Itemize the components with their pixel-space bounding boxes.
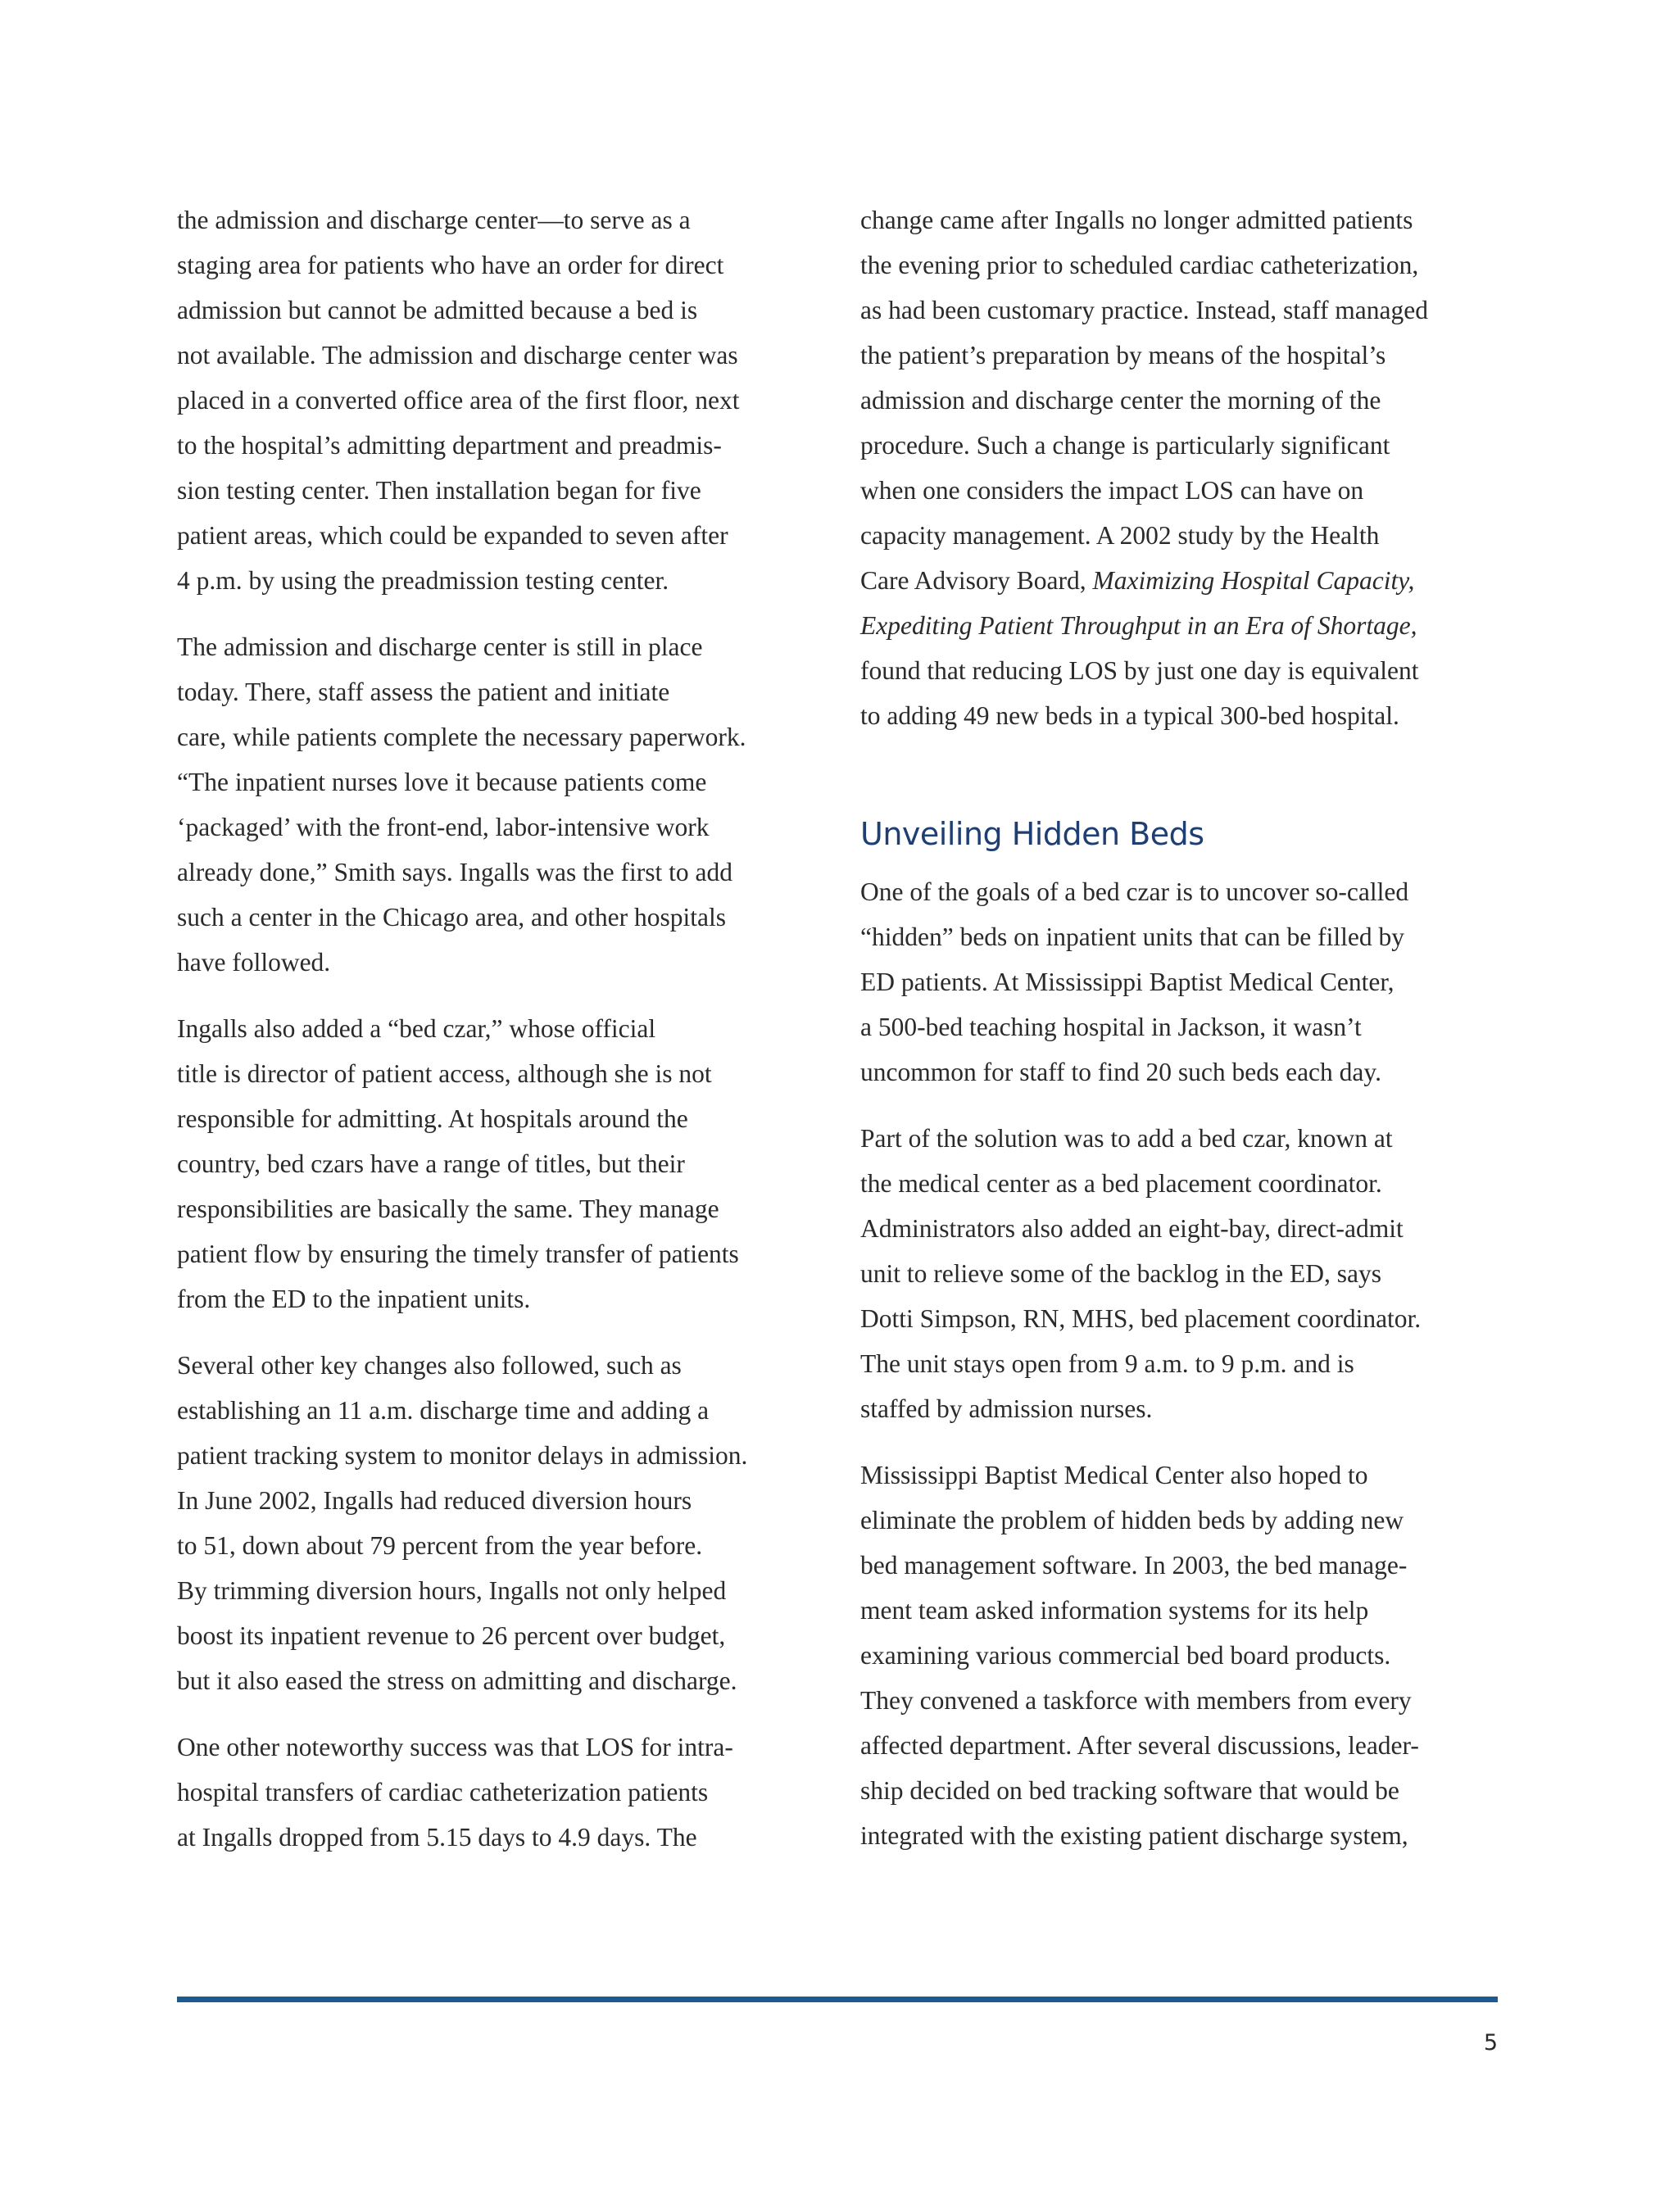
- text-line: By trimming diversion hours, Ingalls not only helped: [177, 1576, 727, 1605]
- text-line: unit to relieve some of the backlog in the ED, says: [860, 1259, 1381, 1288]
- book-title: Maximizing Hospital Capacity,: [1092, 566, 1415, 595]
- text-line: affected department. After several discussions, leader-: [860, 1731, 1419, 1760]
- text-line: the admission and discharge center—to serve as a: [177, 206, 691, 234]
- text-line: a 500-bed teaching hospital in Jackson, it wasn’t: [860, 1013, 1362, 1041]
- page-number: 5: [1483, 2030, 1498, 2056]
- text-line: Several other key changes also followed, such as: [177, 1351, 682, 1380]
- text-line: bed management software. In 2003, the bed manage-: [860, 1551, 1408, 1580]
- book-title: Expediting Patient Throughput in an Era of Shortage,: [860, 611, 1417, 640]
- text-line: They convened a taskforce with members from every: [860, 1686, 1412, 1715]
- text-line: “The inpatient nurses love it because patients come: [177, 768, 707, 796]
- text-line: to 51, down about 79 percent from the year before.: [177, 1531, 703, 1560]
- section-heading: Unveiling Hidden Beds: [860, 816, 1204, 852]
- text-line: uncommon for staff to find 20 such beds each day.: [860, 1058, 1381, 1086]
- text-line: One other noteworthy success was that LOS for intra-: [177, 1733, 733, 1761]
- paragraph: [177, 1725, 816, 1860]
- text-line: ED patients. At Mississippi Baptist Medical Center,: [860, 968, 1395, 996]
- text-line: examining various commercial bed board products.: [860, 1641, 1391, 1670]
- text-line: care, while patients complete the necessary paperwork.: [177, 723, 746, 751]
- text-line: admission but cannot be admitted because a bed is: [177, 296, 698, 324]
- text-line: today. There, staff assess the patient and initiate: [177, 678, 670, 706]
- text-run: Care Advisory Board,: [860, 566, 1093, 595]
- text-line: eliminate the problem of hidden beds by adding new: [860, 1506, 1404, 1534]
- text-line: sion testing center. Then installation began for five: [177, 476, 701, 505]
- text-line: at Ingalls dropped from 5.15 days to 4.9 days. The: [177, 1823, 697, 1852]
- text-line: Administrators also added an eight-bay, direct-admit: [860, 1214, 1404, 1243]
- text-line: have followed.: [177, 948, 331, 977]
- text-line: the medical center as a bed placement coordinator.: [860, 1169, 1382, 1198]
- text-line: title is director of patient access, although she is not: [177, 1059, 712, 1088]
- text-line: ment team asked information systems for its help: [860, 1596, 1369, 1625]
- text-line: to the hospital’s admitting department and preadmis-: [177, 431, 722, 460]
- text-line: boost its inpatient revenue to 26 percent over budget,: [177, 1621, 726, 1650]
- text-line: integrated with the existing patient discharge system,: [860, 1821, 1408, 1850]
- text-line: found that reducing LOS by just one day is equivalent: [860, 656, 1419, 685]
- left-column: [177, 197, 816, 1860]
- paragraph: [860, 869, 1499, 1095]
- text-line: country, bed czars have a range of titles, but their: [177, 1149, 685, 1178]
- text-line: capacity management. A 2002 study by the Health: [860, 521, 1380, 550]
- text-line: as had been customary practice. Instead, staff managed: [860, 296, 1428, 324]
- text-line: not available. The admission and discharge center was: [177, 341, 738, 369]
- text-line: ‘packaged’ with the front-end, labor-intensive work: [177, 813, 710, 841]
- text-line: from the ED to the inpatient units.: [177, 1285, 531, 1313]
- text-line: responsible for admitting. At hospitals around the: [177, 1104, 688, 1133]
- text-line: In June 2002, Ingalls had reduced diversion hours: [177, 1486, 692, 1515]
- paragraph-gap: [177, 603, 816, 624]
- right-column: [860, 197, 1499, 1858]
- paragraph: [860, 197, 1499, 738]
- text-line: The admission and discharge center is still in place: [177, 632, 703, 661]
- text-line: procedure. Such a change is particularly significant: [860, 431, 1390, 460]
- text-line: such a center in the Chicago area, and other hospitals: [177, 903, 727, 931]
- text-line: when one considers the impact LOS can have on: [860, 476, 1364, 505]
- paragraph: [860, 1453, 1499, 1858]
- paragraph: [177, 197, 816, 603]
- section-gap: [860, 738, 1499, 807]
- paragraph: [860, 1116, 1499, 1431]
- text-line: but it also eased the stress on admitting and discharge.: [177, 1666, 737, 1695]
- text-line: hospital transfers of cardiac catheterization patients: [177, 1778, 709, 1806]
- text-line: Ingalls also added a “bed czar,” whose official: [177, 1014, 656, 1043]
- text-line: patient flow by ensuring the timely transfer of patients: [177, 1240, 739, 1268]
- paragraph: [177, 624, 816, 985]
- text-line: the evening prior to scheduled cardiac catheterization,: [860, 251, 1419, 279]
- paragraph: [177, 1006, 816, 1321]
- text-line: ship decided on bed tracking software that would be: [860, 1776, 1399, 1805]
- paragraph-gap: [177, 985, 816, 1006]
- text-line: establishing an 11 a.m. discharge time and adding a: [177, 1396, 710, 1425]
- text-line: admission and discharge center the morning of the: [860, 386, 1381, 415]
- paragraph-gap: [860, 1095, 1499, 1116]
- paragraph: [177, 1343, 816, 1703]
- text-line: the patient’s preparation by means of the hospital’s: [860, 341, 1386, 369]
- footer-rule: [177, 1997, 1498, 2002]
- text-line: Mississippi Baptist Medical Center also hoped to: [860, 1461, 1368, 1489]
- text-line: already done,” Smith says. Ingalls was the first to add: [177, 858, 732, 886]
- text-line: placed in a converted office area of the first floor, next: [177, 386, 740, 415]
- text-line: staging area for patients who have an order for direct: [177, 251, 724, 279]
- paragraph-gap: [177, 1321, 816, 1343]
- text-line: Dotti Simpson, RN, MHS, bed placement coordinator.: [860, 1304, 1422, 1333]
- text-line: “hidden” beds on inpatient units that can be filled by: [860, 922, 1404, 951]
- paragraph-gap: [860, 1431, 1499, 1453]
- text-line: patient areas, which could be expanded to seven after: [177, 521, 728, 550]
- text-line: One of the goals of a bed czar is to uncover so-called: [860, 877, 1409, 906]
- text-line: The unit stays open from 9 a.m. to 9 p.m. and is: [860, 1349, 1354, 1378]
- text-line: to adding 49 new beds in a typical 300-bed hospital.: [860, 701, 1399, 730]
- text-line: [860, 558, 1499, 603]
- text-line: staffed by admission nurses.: [860, 1394, 1153, 1423]
- text-line: change came after Ingalls no longer admitted patients: [860, 206, 1413, 234]
- text-line: responsibilities are basically the same. They manage: [177, 1194, 719, 1223]
- paragraph-gap: [177, 1703, 816, 1725]
- text-line: Part of the solution was to add a bed czar, known at: [860, 1124, 1393, 1153]
- text-line: patient tracking system to monitor delays in admission.: [177, 1441, 748, 1470]
- text-line: 4 p.m. by using the preadmission testing center.: [177, 566, 669, 595]
